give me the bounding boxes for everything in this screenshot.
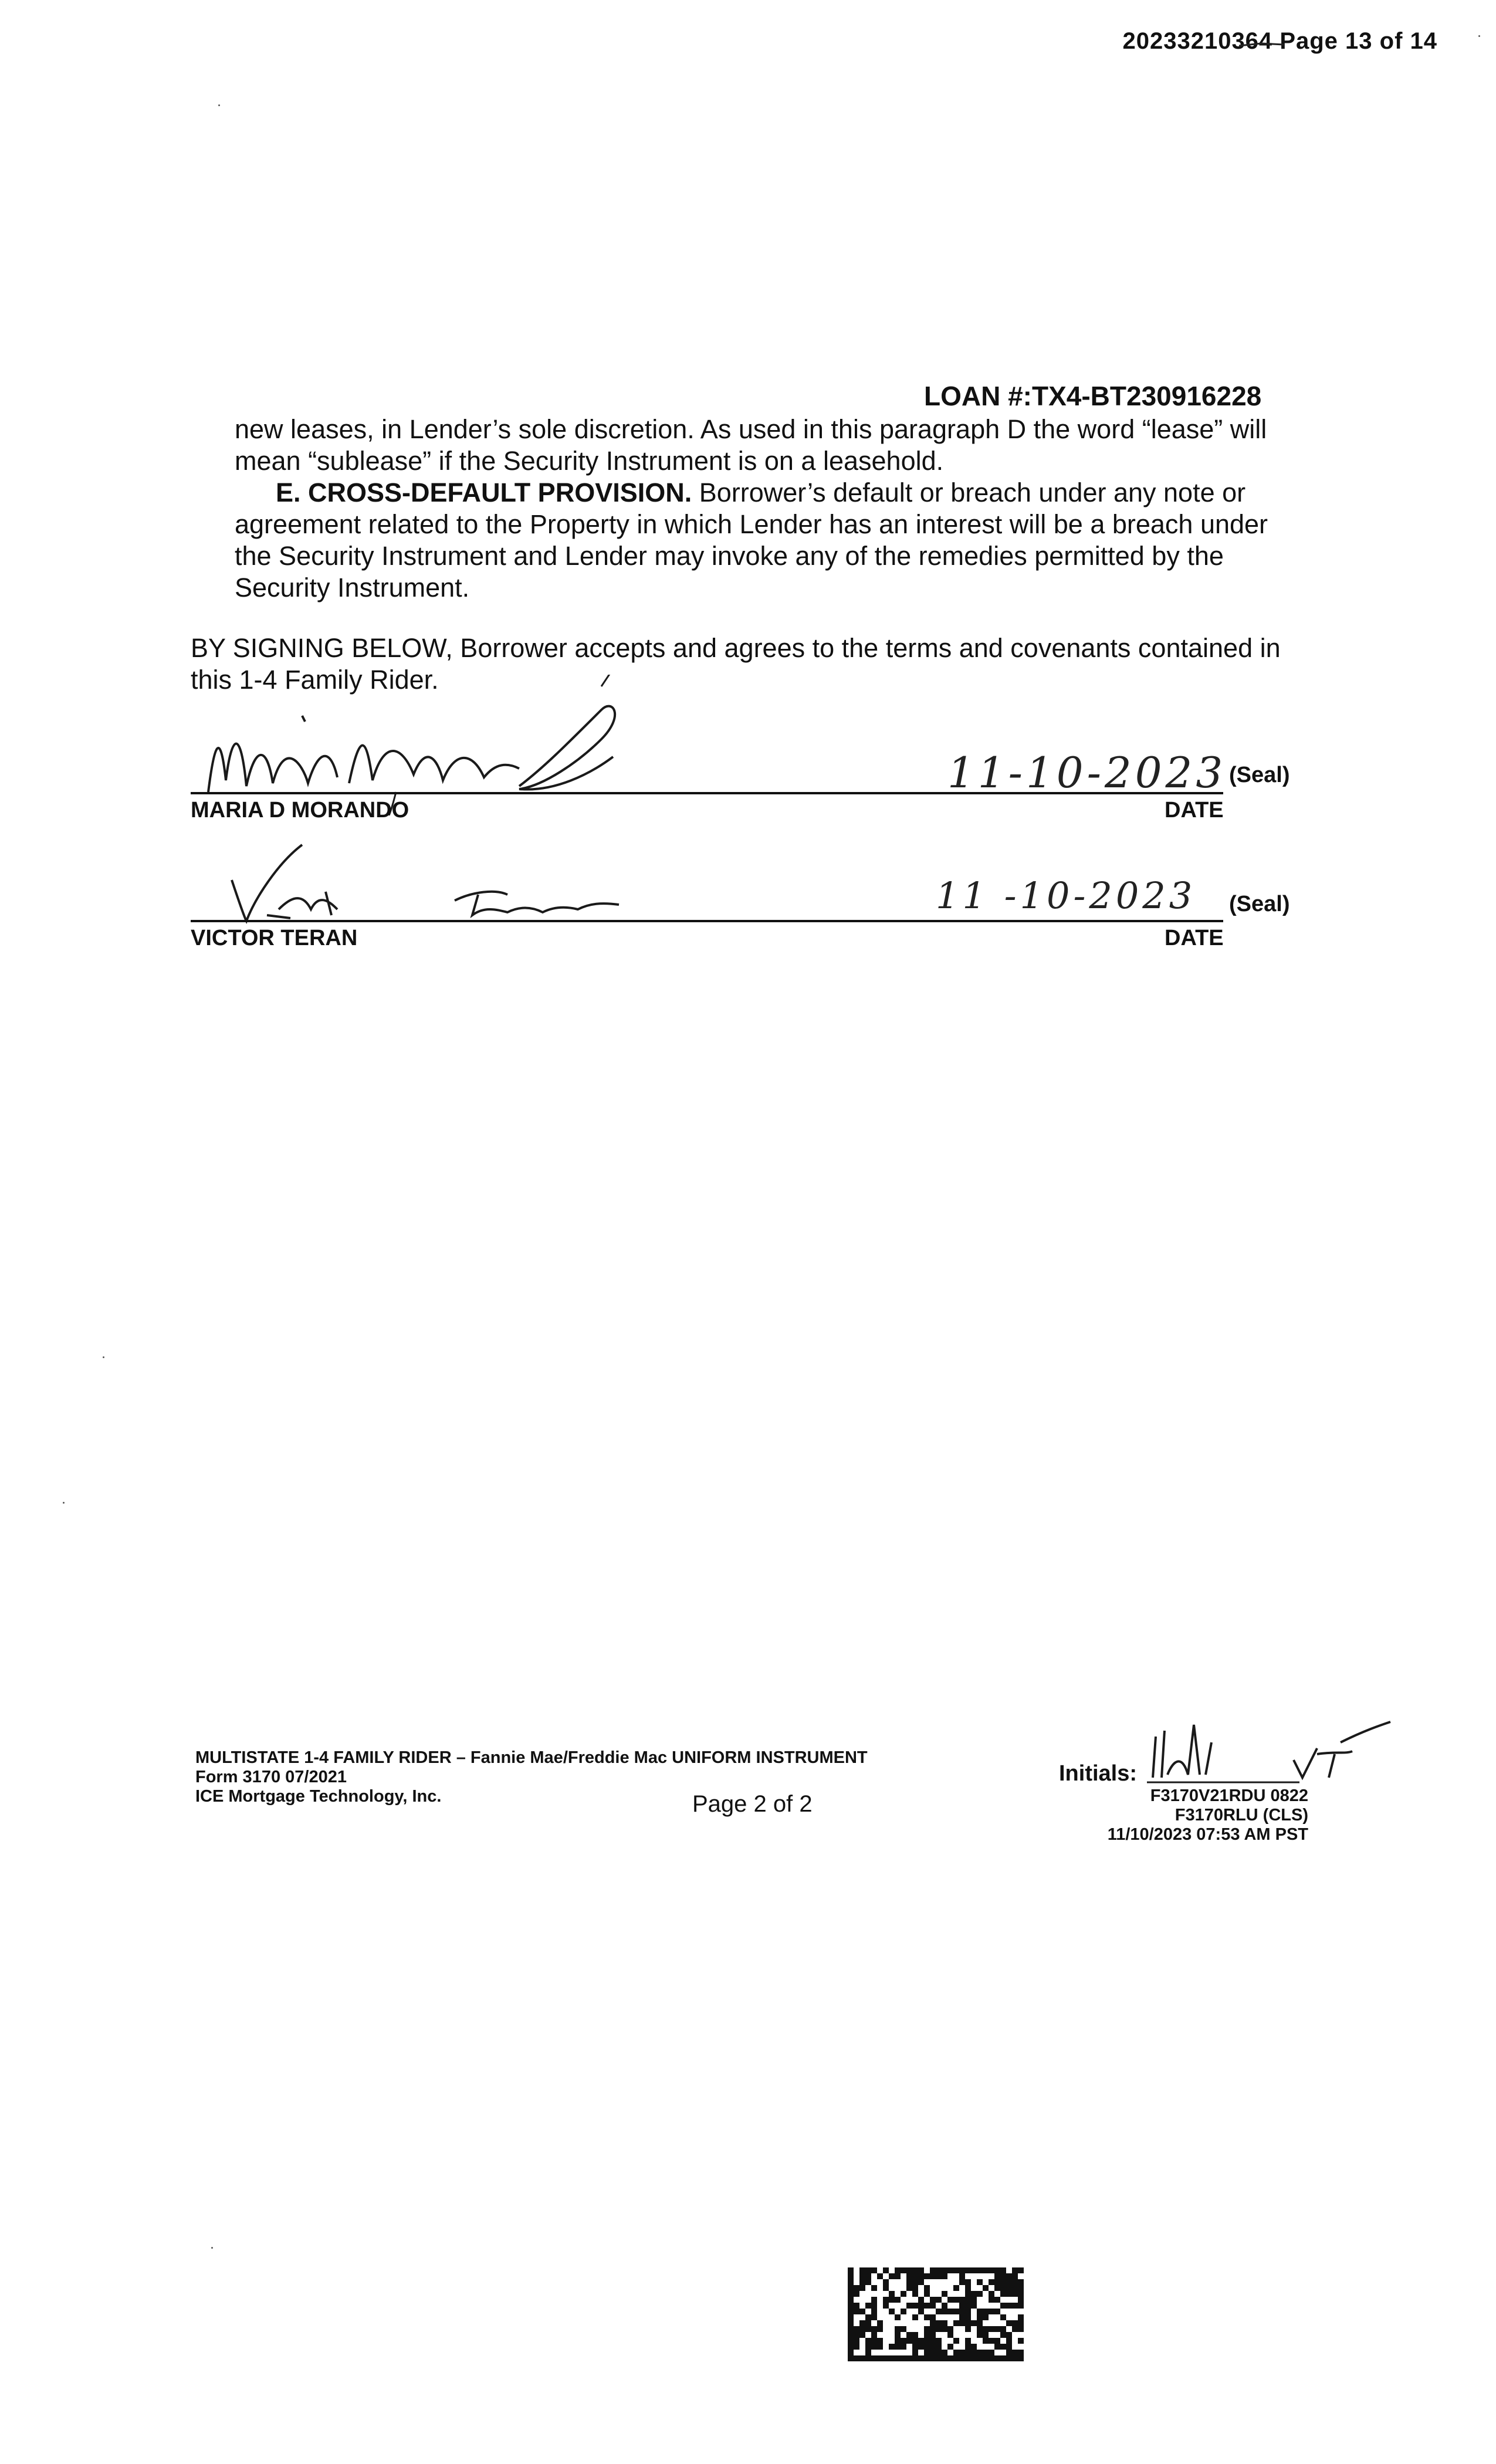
- document-number: 20233210364: [1122, 28, 1273, 54]
- signed-date-1: 11-10-2023: [947, 748, 1227, 797]
- form-code-2: F3170RLU (CLS): [1175, 1806, 1308, 1825]
- form-number: Form 3170 07/2021: [195, 1768, 347, 1786]
- date-label-2: DATE: [1165, 926, 1224, 950]
- signer-name-2: VICTOR TERAN: [191, 926, 358, 950]
- signature-line-2: [191, 920, 1223, 922]
- form-page-number: Page 2 of 2: [692, 1791, 813, 1817]
- signature-block-2: [191, 833, 1323, 962]
- seal-label-1: (Seal): [1229, 763, 1290, 787]
- datamatrix-barcode: [845, 2265, 1027, 2364]
- loan-label: LOAN #:: [924, 381, 1032, 411]
- initials-marks: [1147, 1719, 1393, 1789]
- form-codes: [1068, 1786, 1308, 1844]
- signature-victor: [191, 833, 660, 927]
- rider-body: [235, 414, 1308, 604]
- signing-rest: Borrower accepts and agrees to the terms and covenants contained in this 1-4 Family Rider.: [191, 633, 1281, 695]
- date-label-1: DATE: [1165, 798, 1224, 823]
- signing-lead: BY SIGNING BELOW,: [191, 633, 453, 663]
- signature-block-1: [191, 675, 1323, 827]
- paragraph-d-continuation: new leases, in Lender’s sole discretion. As used in this paragraph D the word “lease” will mean “sublease” if the Security Instrument is on a leasehold.: [235, 414, 1267, 476]
- signer-name-1: MARIA D MORANDO: [191, 798, 409, 823]
- signature-maria: [191, 675, 660, 815]
- loan-number: [924, 380, 1261, 412]
- seal-label-2: (Seal): [1229, 892, 1290, 916]
- form-code-1: F3170V21RDU 0822: [1150, 1786, 1308, 1805]
- form-title: MULTISTATE 1-4 FAMILY RIDER – Fannie Mae/Freddie Mac UNIFORM INSTRUMENT: [195, 1748, 868, 1767]
- paragraph-e-text: Borrower’s default or breach under any note or agreement related to the Property in which Lender has an interest will be a breach under the Security Instrument and Lender may invoke any of the remedies permitted by the Security Instrument.: [235, 478, 1268, 603]
- initials-label: Initials:: [1059, 1761, 1138, 1786]
- paragraph-e: [235, 477, 1308, 604]
- page-of-total: Page 13 of 14: [1280, 28, 1437, 54]
- header-strike-mark: [1238, 41, 1285, 49]
- loan-value: TX4-BT230916228: [1032, 381, 1262, 411]
- print-timestamp: 11/10/2023 07:53 AM PST: [1107, 1825, 1308, 1844]
- signed-date-2: 11 -10-2023: [936, 874, 1196, 917]
- paragraph-e-heading: E. CROSS-DEFAULT PROVISION.: [276, 478, 692, 507]
- company-name: ICE Mortgage Technology, Inc.: [195, 1787, 442, 1806]
